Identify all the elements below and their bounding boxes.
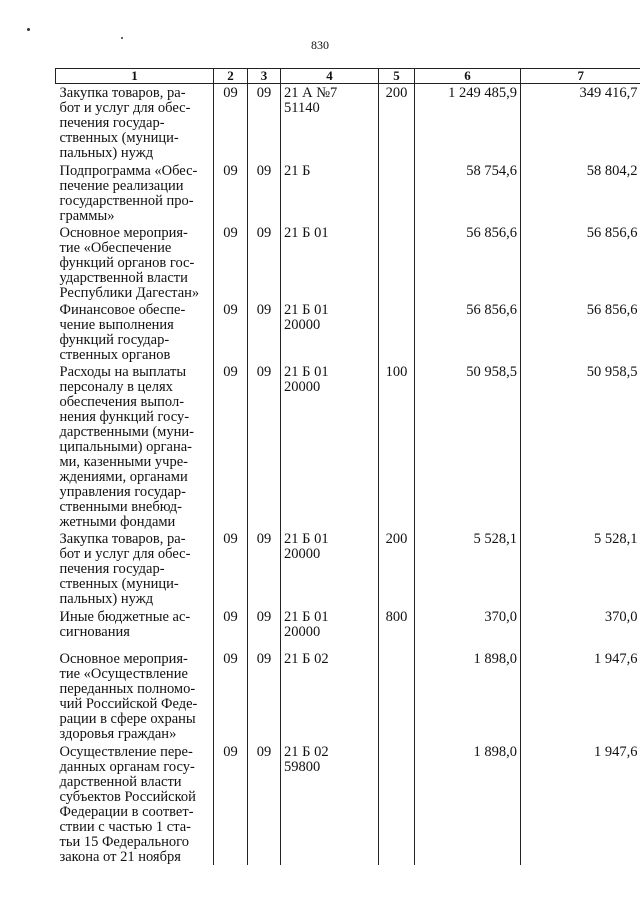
row-name-line: ственных (муници- xyxy=(59,130,179,146)
table-row xyxy=(56,84,640,163)
row-name-line: ствии с частью 1 ста- xyxy=(59,819,191,835)
header-col-2: 2 xyxy=(214,69,248,84)
row-name-cell xyxy=(56,650,214,743)
header-col-3: 3 xyxy=(248,69,281,84)
row-name-line: печения государ- xyxy=(59,115,165,131)
row-target-code-line: 20000 xyxy=(284,624,321,640)
row-target-code-line: 21 Б 01 xyxy=(284,609,329,625)
row-name-line: субъектов Российской xyxy=(59,789,196,805)
budget-table xyxy=(55,68,640,865)
row-section-cell: 09 xyxy=(214,301,248,363)
row-section-cell: 09 xyxy=(214,650,248,743)
row-name-line: жетными фондами xyxy=(59,514,176,530)
row-name-line: Подпрограмма «Обес- xyxy=(59,163,198,179)
row-name-line: дарственной власти xyxy=(59,774,182,790)
row-section-cell: 09 xyxy=(214,608,248,650)
table-row xyxy=(56,224,640,301)
row-name-cell xyxy=(56,743,214,865)
row-name-line: пальных) нужд xyxy=(59,145,154,161)
row-expense-type-cell xyxy=(379,301,415,363)
row-name-line: здоровья граждан» xyxy=(59,726,177,742)
row-amount-col7-cell: 1 947,6 xyxy=(521,743,640,865)
page-number: 830 xyxy=(311,38,329,52)
row-name-cell xyxy=(56,224,214,301)
header-row xyxy=(56,69,640,84)
row-name-line: тьи 15 Федерального xyxy=(59,834,189,850)
row-amount-col7-cell: 349 416,7 xyxy=(521,84,640,163)
row-name-line: бот и услуг для обес- xyxy=(59,546,191,562)
row-name-line: печения государ- xyxy=(59,561,165,577)
row-name-line: Федерации в соответ- xyxy=(59,804,194,820)
row-subsection-cell: 09 xyxy=(248,743,281,865)
row-expense-type-cell: 800 xyxy=(379,608,415,650)
row-target-code-line: 21 Б 01 xyxy=(284,531,329,547)
row-name-line: ударственной власти xyxy=(59,270,188,286)
row-name-line: дарственными (муни- xyxy=(59,424,194,440)
row-name-line: бот и услуг для обес- xyxy=(59,100,191,116)
row-amount-col7-cell: 56 856,6 xyxy=(521,224,640,301)
row-target-code-cell xyxy=(281,224,379,301)
row-name-line: тие «Обеспечение xyxy=(59,240,172,256)
row-name-line: печение реализации xyxy=(59,178,184,194)
row-name-line: ственных (муници- xyxy=(59,576,179,592)
row-name-line: рации в сфере охраны xyxy=(59,711,196,727)
row-name-line: чий Российской Феде- xyxy=(59,696,198,712)
row-name-cell xyxy=(56,84,214,163)
row-name-line: данных органам госу- xyxy=(59,759,195,775)
row-target-code-line: 21 Б 01 xyxy=(284,302,329,318)
row-name-line: Иные бюджетные ас- xyxy=(59,609,191,625)
row-name-cell xyxy=(56,530,214,608)
row-target-code-cell xyxy=(281,162,379,224)
row-amount-col6-cell: 1 249 485,9 xyxy=(415,84,521,163)
row-section-cell: 09 xyxy=(214,530,248,608)
row-name-line: тие «Осуществление xyxy=(59,666,188,682)
row-name-line: нения функций госу- xyxy=(59,409,190,425)
header-col-7: 7 xyxy=(521,69,640,84)
row-section-cell: 09 xyxy=(214,162,248,224)
row-name-line: Расходы на выплаты xyxy=(59,364,187,380)
header-col-4: 4 xyxy=(281,69,379,84)
row-target-code-line: 20000 xyxy=(284,379,321,395)
row-name-line: управления государ- xyxy=(59,484,187,500)
row-target-code-line: 21 А №7 xyxy=(284,85,338,101)
row-target-code-line: 21 Б xyxy=(284,163,311,179)
row-amount-col7-cell: 1 947,6 xyxy=(521,650,640,743)
row-target-code-cell xyxy=(281,530,379,608)
row-name-line: функций государ- xyxy=(59,332,170,348)
row-expense-type-cell xyxy=(379,650,415,743)
table-row xyxy=(56,530,640,608)
row-amount-col6-cell: 1 898,0 xyxy=(415,743,521,865)
row-name-line: Закупка товаров, ра- xyxy=(59,531,186,547)
row-name-line: ми, казенными учре- xyxy=(59,454,188,470)
row-subsection-cell: 09 xyxy=(248,363,281,530)
row-name-line: Основное мероприя- xyxy=(59,225,188,241)
row-target-code-line: 21 Б 01 xyxy=(284,225,329,241)
row-subsection-cell: 09 xyxy=(248,224,281,301)
row-name-line: чение выполнения xyxy=(59,317,174,333)
header-col-1: 1 xyxy=(56,69,214,84)
table-row xyxy=(56,363,640,530)
row-name-line: Основное мероприя- xyxy=(59,651,188,667)
row-subsection-cell: 09 xyxy=(248,608,281,650)
row-name-line: пальных) нужд xyxy=(59,591,154,607)
row-section-cell: 09 xyxy=(214,363,248,530)
row-amount-col6-cell: 58 754,6 xyxy=(415,162,521,224)
row-name-line: государственной про- xyxy=(59,193,194,209)
row-target-code-cell xyxy=(281,743,379,865)
row-name-line: персоналу в целях xyxy=(59,379,173,395)
row-amount-col7-cell: 56 856,6 xyxy=(521,301,640,363)
row-target-code-cell xyxy=(281,650,379,743)
row-name-line: ственных органов xyxy=(59,347,171,363)
row-subsection-cell: 09 xyxy=(248,530,281,608)
header-col-6: 6 xyxy=(415,69,521,84)
row-amount-col7-cell: 50 958,5 xyxy=(521,363,640,530)
row-name-line: ственными внебюд- xyxy=(59,499,183,515)
row-target-code-line: 59800 xyxy=(284,759,321,775)
row-target-code-line: 21 Б 02 xyxy=(284,744,329,760)
row-target-code-line: 20000 xyxy=(284,317,321,333)
scan-speck xyxy=(27,28,30,31)
row-name-cell xyxy=(56,301,214,363)
row-expense-type-cell: 100 xyxy=(379,363,415,530)
header-col-5: 5 xyxy=(379,69,415,84)
row-name-line: граммы» xyxy=(59,208,115,224)
table-row xyxy=(56,162,640,224)
row-name-line: Закупка товаров, ра- xyxy=(59,85,186,101)
row-subsection-cell: 09 xyxy=(248,650,281,743)
row-name-cell xyxy=(56,608,214,650)
row-target-code-cell xyxy=(281,363,379,530)
row-name-cell xyxy=(56,363,214,530)
row-target-code-line: 21 Б 02 xyxy=(284,651,329,667)
row-name-line: функций органов гос- xyxy=(59,255,195,271)
row-name-line: Осуществление пере- xyxy=(59,744,193,760)
row-name-line: ждениями, органами xyxy=(59,469,188,485)
row-name-line: обеспечения выпол- xyxy=(59,394,185,410)
row-expense-type-cell xyxy=(379,224,415,301)
row-amount-col7-cell: 5 528,1 xyxy=(521,530,640,608)
row-amount-col6-cell: 5 528,1 xyxy=(415,530,521,608)
row-amount-col6-cell: 50 958,5 xyxy=(415,363,521,530)
scan-speck xyxy=(121,37,123,39)
table-row xyxy=(56,650,640,743)
row-subsection-cell: 09 xyxy=(248,84,281,163)
row-name-line: сигнования xyxy=(59,624,130,640)
row-target-code-line: 20000 xyxy=(284,546,321,562)
table-row xyxy=(56,301,640,363)
table-row xyxy=(56,608,640,650)
row-amount-col6-cell: 1 898,0 xyxy=(415,650,521,743)
row-target-code-cell xyxy=(281,84,379,163)
row-amount-col6-cell: 56 856,6 xyxy=(415,301,521,363)
row-name-cell xyxy=(56,162,214,224)
row-expense-type-cell xyxy=(379,743,415,865)
row-name-line: переданных полномо- xyxy=(59,681,196,697)
row-name-line: ципальными) органа- xyxy=(59,439,192,455)
row-target-code-line: 21 Б 01 xyxy=(284,364,329,380)
row-section-cell: 09 xyxy=(214,743,248,865)
row-amount-col7-cell: 370,0 xyxy=(521,608,640,650)
table-row xyxy=(56,743,640,865)
row-name-line: Республики Дагестан» xyxy=(59,285,200,301)
row-expense-type-cell: 200 xyxy=(379,530,415,608)
row-target-code-cell xyxy=(281,301,379,363)
row-name-line: закона от 21 ноября xyxy=(59,849,181,865)
row-section-cell: 09 xyxy=(214,224,248,301)
row-subsection-cell: 09 xyxy=(248,162,281,224)
row-amount-col6-cell: 56 856,6 xyxy=(415,224,521,301)
row-section-cell: 09 xyxy=(214,84,248,163)
row-amount-col7-cell: 58 804,2 xyxy=(521,162,640,224)
row-amount-col6-cell: 370,0 xyxy=(415,608,521,650)
row-expense-type-cell xyxy=(379,162,415,224)
row-expense-type-cell: 200 xyxy=(379,84,415,163)
row-target-code-line: 51140 xyxy=(284,100,320,116)
row-subsection-cell: 09 xyxy=(248,301,281,363)
row-name-line: Финансовое обеспе- xyxy=(59,302,186,318)
row-target-code-cell xyxy=(281,608,379,650)
